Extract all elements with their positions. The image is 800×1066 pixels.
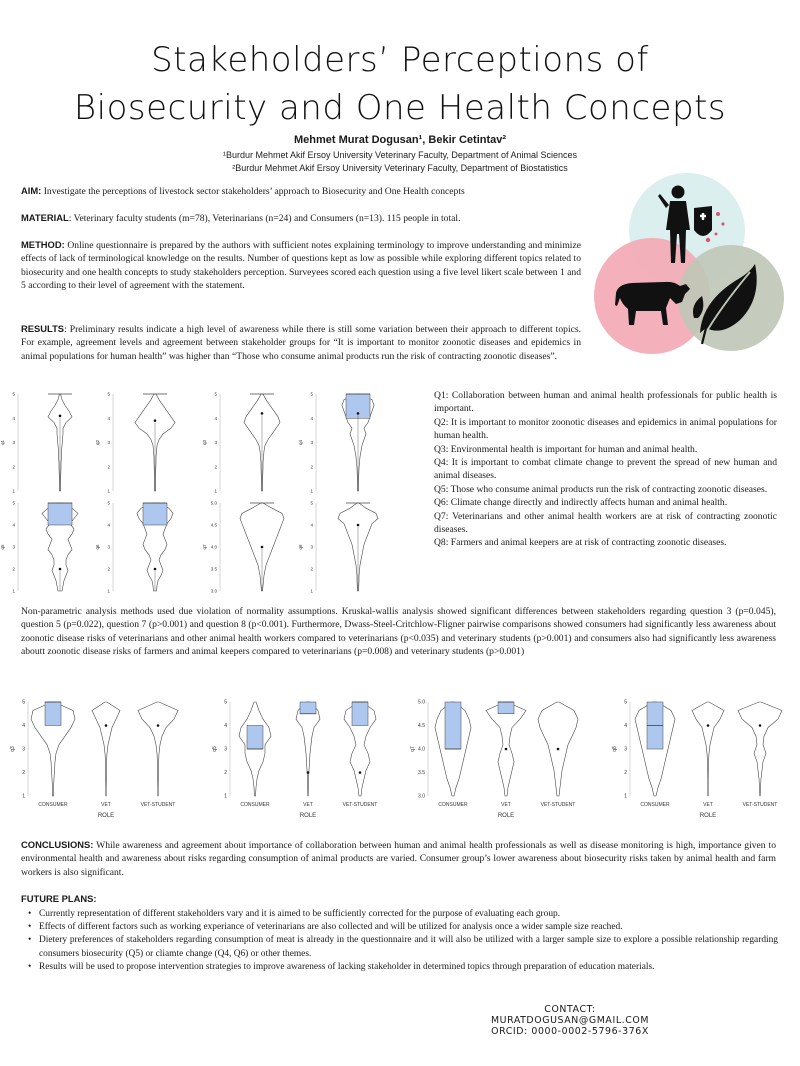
y-tick-label: 5 — [22, 699, 25, 706]
box-iqr — [300, 702, 316, 714]
question-item: Q1: Collaboration between human and animal health professionals for public health is important. — [434, 390, 777, 415]
y-tick-label: 5 — [107, 391, 110, 397]
y-tick-label: 4 — [12, 415, 15, 421]
mean-point — [59, 568, 62, 571]
y-tick-label: 1 — [107, 488, 110, 494]
mean-point — [359, 771, 362, 774]
y-tick-label: 3 — [310, 544, 313, 550]
affiliation-2: ²Burdur Mehmet Akif Ersoy University Veterinary Faculty, Department of Biostatistics — [232, 163, 568, 173]
one-health-illustration — [590, 168, 790, 363]
box-iqr — [143, 503, 167, 525]
y-axis-label: q4 — [298, 439, 303, 446]
conclusions-label: CONCLUSIONS: — [21, 839, 94, 850]
box-iqr — [445, 702, 461, 749]
y-tick-label: 3 — [310, 440, 313, 445]
x-tick-label: CONSUMER — [38, 802, 68, 808]
question-item: Q8: Farmers and animal keepers are at risk of contracting zoonotic diseases. — [434, 537, 727, 549]
y-tick-label: 3 — [12, 544, 15, 550]
y-tick-label: 1 — [107, 588, 110, 594]
box-iqr — [45, 702, 61, 726]
y-tick-label: 5 — [12, 500, 15, 506]
y-tick-label: 2 — [12, 566, 15, 572]
box-iqr — [498, 702, 514, 714]
question-item: Q5: Those who consume animal products run the risk of contracting zoonotic diseases. — [434, 483, 768, 495]
y-tick-label: 4 — [22, 723, 25, 729]
y-axis-label: q7 — [202, 544, 207, 550]
aim-label: AIM: — [21, 185, 42, 196]
contact-block — [470, 1004, 670, 1037]
orcid: ORCID: 0000-0002-5796-376X — [491, 1026, 649, 1037]
question-item: Q6: Climate change directly and indirectly affects human and animal health. — [434, 497, 728, 509]
method-label: METHOD: — [21, 239, 65, 250]
y-tick-label: 1 — [22, 793, 25, 800]
x-tick-label: CONSUMER — [640, 802, 670, 808]
y-tick-label: 1 — [12, 588, 15, 594]
material-text: : Veterinary faculty students (m=78), Veterinarians (n=24) and Consumers (n=13). 115 people in total. — [68, 213, 461, 224]
y-axis-label: q6 — [95, 544, 100, 550]
y-tick-label: 1 — [12, 488, 15, 494]
y-tick-label: 1 — [624, 793, 627, 800]
mean-point — [154, 419, 157, 422]
violin-shape — [138, 702, 178, 796]
mean-point — [557, 748, 560, 751]
y-tick-label: 5 — [310, 500, 313, 506]
y-tick-label: 4.0 — [210, 544, 217, 550]
y-tick-label: 3.0 — [210, 588, 217, 594]
results-label: RESULTS — [21, 323, 65, 334]
x-axis-label: ROLE — [97, 813, 115, 819]
x-tick-label: VET — [703, 802, 713, 808]
y-tick-label: 5 — [214, 391, 217, 397]
violin-shape — [738, 702, 782, 796]
y-axis-label: q3 — [202, 439, 207, 446]
question-list — [434, 389, 777, 550]
mean-point — [357, 524, 360, 527]
authors: Mehmet Murat Dogusan¹, Bekir Cetintav² — [293, 134, 507, 146]
x-tick-label: VET — [101, 802, 111, 808]
x-tick-label: VET-STUDENT — [742, 802, 778, 808]
question-item: Q4: It is important to combat climate change to prevent the spread of new human and animal diseases. — [434, 457, 777, 482]
y-tick-label: 3 — [624, 746, 627, 753]
y-axis-label: q5 — [0, 544, 5, 550]
violin-shape — [296, 702, 320, 796]
question-item: Q7: Veterinarians and other animal health workers are at risk of contracting zoonotic diseases. — [434, 510, 777, 536]
y-tick-label: 2 — [310, 566, 313, 572]
y-tick-label: 2 — [107, 566, 110, 572]
y-axis-label: q8 — [298, 544, 303, 550]
y-tick-label: 5.0 — [210, 500, 217, 506]
y-tick-label: 3 — [22, 746, 25, 753]
box-iqr — [247, 726, 263, 750]
y-tick-label: 3 — [214, 440, 217, 445]
method-text: Online questionnaire is prepared by the authors with sufficient notes explaining terminology to improve understanding and minimize effects of lack of terminological knowledge on the results. Number of questions kept as low as possible while exploring different topics related to biosecurity and one health concepts to study stakeholders perception. Surveyees scored each question using a five level likert scale between 1 and 5 according to their level of agreement with the statement. — [21, 240, 581, 292]
future-plans-heading: FUTURE PLANS: — [21, 893, 97, 904]
y-tick-label: 4 — [214, 415, 217, 421]
mean-point — [157, 724, 160, 727]
y-tick-label: 1 — [224, 793, 227, 800]
future-plan-item: • Currently representation of different stakeholders vary and it is aimed to be sufficiently corrected for the purpose of evaluating each group. — [28, 908, 778, 921]
mean-point — [307, 771, 310, 774]
x-tick-label: VET-STUDENT — [540, 802, 576, 808]
conclusions-text: While awareness and agreement about importance of collaboration between human and animal health professionals as well as disease monitoring is high, importance given to environmental health and awareness about risks regarding consumption of animal products are varied. Consumer group’s lower awareness about biosecurity risks taken by animal health and farm workers is also significant. — [21, 840, 776, 878]
y-tick-label: 2 — [107, 464, 110, 470]
violin-grid-chart — [0, 386, 432, 601]
results-paragraph — [21, 322, 581, 363]
mean-point — [105, 724, 108, 727]
mean-point — [759, 724, 762, 727]
x-axis-label: ROLE — [699, 813, 717, 819]
y-tick-label: 5 — [224, 699, 227, 706]
box-iqr — [48, 503, 72, 525]
x-tick-label: VET-STUDENT — [342, 802, 378, 808]
mean-point — [261, 546, 264, 549]
mean-point — [505, 748, 508, 751]
y-tick-label: 2 — [12, 464, 15, 470]
y-axis-label: q3 — [10, 746, 16, 752]
x-axis-label: ROLE — [299, 813, 317, 819]
aim-paragraph — [21, 184, 581, 198]
y-tick-label: 4.0 — [418, 746, 425, 753]
question-item: Q3: Environmental health is important for human and animal health. — [434, 443, 698, 455]
conclusions-paragraph — [21, 838, 776, 879]
mean-point — [261, 412, 264, 415]
y-tick-label: 3 — [224, 746, 227, 753]
y-tick-label: 5 — [624, 699, 627, 706]
y-axis-label: q1 — [0, 439, 5, 446]
x-axis-label: ROLE — [497, 813, 515, 819]
y-axis-label: q7 — [410, 746, 416, 752]
y-tick-label: 2 — [310, 464, 313, 470]
box-iqr — [352, 702, 368, 726]
y-tick-label: 2 — [22, 770, 25, 776]
material-paragraph — [21, 211, 581, 225]
material-label: MATERIAL — [21, 212, 69, 223]
x-tick-label: VET — [303, 802, 313, 808]
y-tick-label: 1 — [214, 488, 217, 494]
y-tick-label: 4 — [107, 415, 110, 421]
y-tick-label: 3 — [107, 544, 110, 550]
x-tick-label: VET — [501, 802, 511, 808]
y-tick-label: 5 — [107, 500, 110, 506]
role-violin-chart — [0, 690, 800, 825]
y-tick-label: 3 — [12, 440, 15, 445]
violin-shape — [692, 702, 724, 796]
future-plans-list — [28, 908, 778, 974]
analysis-paragraph: Non-parametric analysis methods used due violation of normality assumptions. Kruskal-wallis analysis showed significant differences between stakeholders regarding question 3 (p=0.045), question 5 (p=0.022), question 7 (p>0.001) and question 8 (p<0.001). Furthermore, Dwass-Steel-Critchlow-Fligner pairwise comparisons showed consumers had significantly less awareness about zoonotic disease risks of veterinarians and other animal health workers compared to veterinarians (p<0.035) and veterinary students (p>0.001) and consumers also had significantly less awareness aboutt zoonotic disease risks of farmers and animal keepers compared to veterinarians (p=0.008) and veterinary students (p>0.001) — [21, 606, 776, 658]
mean-point — [59, 415, 62, 418]
poster-title — [0, 36, 800, 132]
y-tick-label: 1 — [310, 488, 313, 494]
method-paragraph — [21, 238, 581, 293]
y-tick-label: 4 — [310, 522, 313, 528]
contact-email[interactable]: CONTACT: MURATDOGUSAN@GMAIL.COM — [490, 1004, 650, 1026]
y-axis-label: q8 — [612, 746, 618, 752]
y-tick-label: 3 — [107, 440, 110, 445]
y-axis-label: q5 — [212, 746, 218, 752]
title-line-1: Stakeholders’ Perceptions of — [151, 40, 649, 80]
y-tick-label: 5.0 — [418, 699, 425, 706]
y-tick-label: 2 — [214, 464, 217, 470]
y-tick-label: 4 — [224, 723, 227, 729]
title-line-2: Biosecurity and One Health Concepts — [73, 88, 727, 128]
results-text: : Preliminary results indicate a high level of awareness while there is still some variation between their approach to different topics. For example, agreement levels and agreement between stakeholder groups for “It is important to monitor zoonotic diseases and epidemics in animal populations for human health” was higher than “Those who consume animal products run the risk of contracting zoonotic diseases”. — [21, 324, 581, 362]
mean-point — [154, 568, 157, 571]
y-tick-label: 4.5 — [418, 723, 425, 729]
y-tick-label: 5 — [310, 391, 313, 397]
future-plan-item: • Effects of different factors such as working experiance of veterinarians are also collected and will be utilized for analysis once a wider sample size reached. — [28, 921, 778, 934]
question-item: Q2: It is important to monitor zoonotic diseases and epidemics in animal populations for human health. — [434, 416, 777, 442]
future-plan-item: • Results will be used to propose intervention strategies to improve awareness of lacking stakeholder in determined topics through preparation of education materials. — [28, 961, 778, 974]
y-tick-label: 2 — [624, 770, 627, 776]
y-tick-label: 5 — [12, 391, 15, 397]
affiliation-1: ¹Burdur Mehmet Akif Ersoy University Veterinary Faculty, Department of Animal Sciences — [223, 150, 577, 160]
y-tick-label: 3.0 — [418, 793, 425, 800]
y-tick-label: 2 — [224, 770, 227, 776]
x-tick-label: CONSUMER — [438, 802, 468, 808]
x-tick-label: VET-STUDENT — [140, 802, 176, 808]
mean-point — [357, 412, 360, 415]
aim-text: Investigate the perceptions of livestock sector stakeholders’ approach to Biosecurity and One Health concepts — [41, 186, 465, 197]
y-tick-label: 4 — [12, 522, 15, 528]
y-tick-label: 4 — [624, 723, 627, 729]
y-tick-label: 3.5 — [210, 566, 217, 572]
mean-point — [707, 724, 710, 727]
violin-shape — [92, 702, 120, 796]
y-tick-label: 1 — [310, 588, 313, 594]
y-tick-label: 4 — [107, 522, 110, 528]
y-tick-label: 4 — [310, 415, 313, 421]
y-tick-label: 4.5 — [210, 522, 217, 528]
future-plan-item: • Dietery preferences of stakeholders regarding consumption of meat is already in the questionnaire and it will also be utilized with a larger sample size to explore a possible relationship regarding consumers biosecurity (Q5) or cliamte change (Q4, Q6) or other themes. — [28, 934, 778, 960]
y-tick-label: 3.5 — [418, 770, 425, 776]
x-tick-label: CONSUMER — [240, 802, 270, 808]
y-axis-label: q2 — [95, 439, 100, 446]
